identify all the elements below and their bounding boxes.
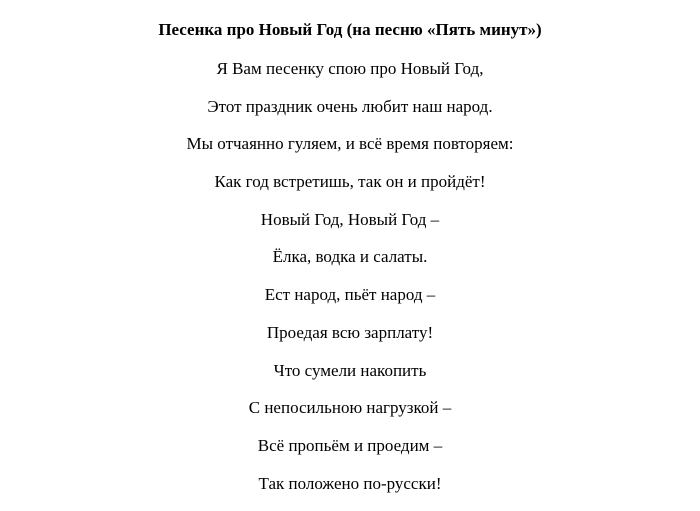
lyric-line: Мы отчаянно гуляем, и всё время повторяем: <box>186 134 514 154</box>
song-title: Песенка про Новый Год (на песню «Пять минут») <box>158 20 542 39</box>
lyric-line: Как год встретишь, так он и пройдёт! <box>214 172 486 192</box>
lyric-line: Я Вам песенку спою про Новый Год, <box>216 59 484 78</box>
lyric-line: Ест народ, пьёт народ – <box>264 285 436 305</box>
lyric-line: Так положено по-русски! <box>258 473 442 493</box>
lyric-line: С непосильною нагрузкой – <box>248 398 452 418</box>
lyric-line: Всё пропьём и проедим – <box>257 435 443 455</box>
lyric-line: Что сумели накопить <box>273 360 427 380</box>
lyric-line: Ёлка, водка и салаты. <box>272 247 428 267</box>
lyric-line: Этот праздник очень любит наш народ. <box>207 96 493 116</box>
lyric-line: Новый Год, Новый Год – <box>260 209 440 229</box>
song-lyrics <box>0 59 700 511</box>
lyric-line: Проедая всю зарплату! <box>266 322 434 342</box>
